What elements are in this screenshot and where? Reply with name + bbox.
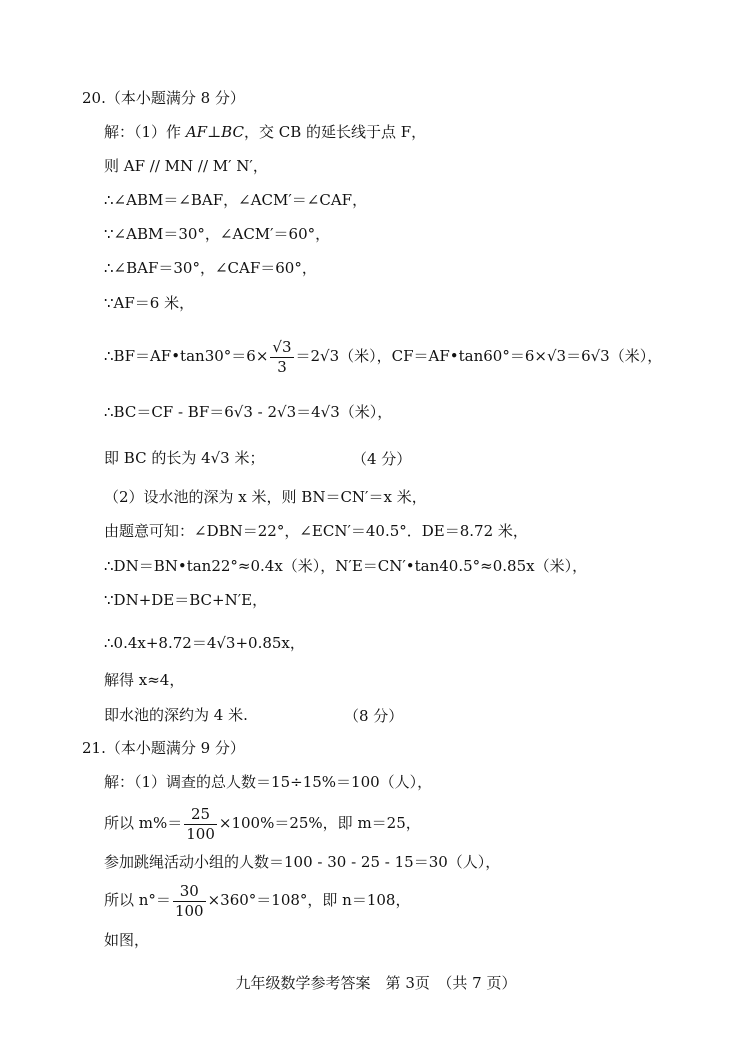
- q20-line7-fraction: [270, 337, 293, 376]
- q20-line10: （2）设水池的深为 x 米，则 BN＝CN′＝x 米，: [104, 488, 427, 506]
- q20-line9: 即 BC 的长为 4√3 米；: [104, 449, 265, 467]
- fraction-denominator: 100: [186, 824, 215, 843]
- q20-line1-rest: ，交 CB 的延长线于点 F，: [243, 123, 427, 141]
- q20-score-4: （4 分）: [352, 450, 412, 468]
- q20-line14: ∴0.4x+8.72＝4√3+0.85x，: [104, 634, 305, 652]
- q20-line13: ∵DN+DE＝BC+N′E，: [104, 591, 268, 609]
- q21-line3: 参加跳绳活动小组的人数＝100 - 30 - 25 - 15＝30（人），: [104, 853, 501, 871]
- q20-line15: 解得 x≈4，: [104, 671, 185, 689]
- q20-line11: 由题意可知：∠DBN＝22°，∠ECN′＝40.5°．DE＝8.72 米，: [104, 522, 528, 540]
- q21-line2-fraction: [184, 804, 217, 843]
- q20-line7: [104, 334, 662, 378]
- q21-line4-a: 所以 n°＝: [104, 891, 171, 909]
- q21-title: 21.（本小题满分 9 分）: [82, 739, 245, 757]
- q20-part1-line1: [104, 122, 426, 142]
- q20-score-8: （8 分）: [344, 707, 404, 725]
- q20-line2: 则 AF // MN // M′ N′，: [104, 157, 268, 175]
- q21-line4-fraction: [173, 881, 206, 920]
- q20-line3: ∴∠ABM＝∠BAF，∠ACM′＝∠CAF，: [104, 191, 368, 209]
- q21-line1: 解：（1）调查的总人数＝15÷15%＝100（人），: [104, 773, 433, 791]
- fraction-denominator: 100: [174, 901, 204, 920]
- q21-line2: [104, 801, 421, 845]
- q20-line8: ∴BC＝CF - BF＝6√3 - 2√3＝4√3（米），: [104, 403, 393, 421]
- q20-line6: ∵AF＝6 米，: [104, 294, 195, 312]
- q20-line12: ∴DN＝BN•tan22°≈0.4x（米），N′E＝CN′•tan40.5°≈0.85x（米），: [104, 557, 588, 575]
- q20-af-perp-bc: AF⊥BC: [185, 123, 244, 141]
- q20-line7-a: ∴BF＝AF•tan30°＝6×: [104, 347, 269, 365]
- q20-line7-b: ＝2√3（米），CF＝AF•tan60°＝6×√3＝6√3（米），: [295, 347, 663, 365]
- q20-part1-intro: 解：（1）作: [104, 123, 182, 141]
- q21-line4: [104, 878, 410, 922]
- q21-line5: 如图，: [104, 931, 150, 949]
- page-footer: 九年级数学参考答案 第 3页 （共 7 页）: [235, 974, 517, 992]
- q20-title: 20.（本小题满分 8 分）: [82, 89, 245, 107]
- q21-line2-b: ×100%＝25%，即 m＝25，: [218, 814, 421, 832]
- fraction-numerator: 25: [184, 807, 217, 825]
- q20-line16: 即水池的深约为 4 米.: [104, 706, 248, 724]
- fraction-numerator: 30: [173, 884, 206, 902]
- q21-line2-a: 所以 m%＝: [104, 814, 183, 832]
- fraction-numerator: √3: [272, 337, 292, 356]
- fraction-denominator: 3: [277, 357, 287, 376]
- q20-line4: ∵∠ABM＝30°，∠ACM′＝60°，: [104, 225, 331, 243]
- q21-line4-b: ×360°＝108°，即 n＝108，: [207, 891, 411, 909]
- q20-line5: ∴∠BAF＝30°，∠CAF＝60°，: [104, 259, 317, 277]
